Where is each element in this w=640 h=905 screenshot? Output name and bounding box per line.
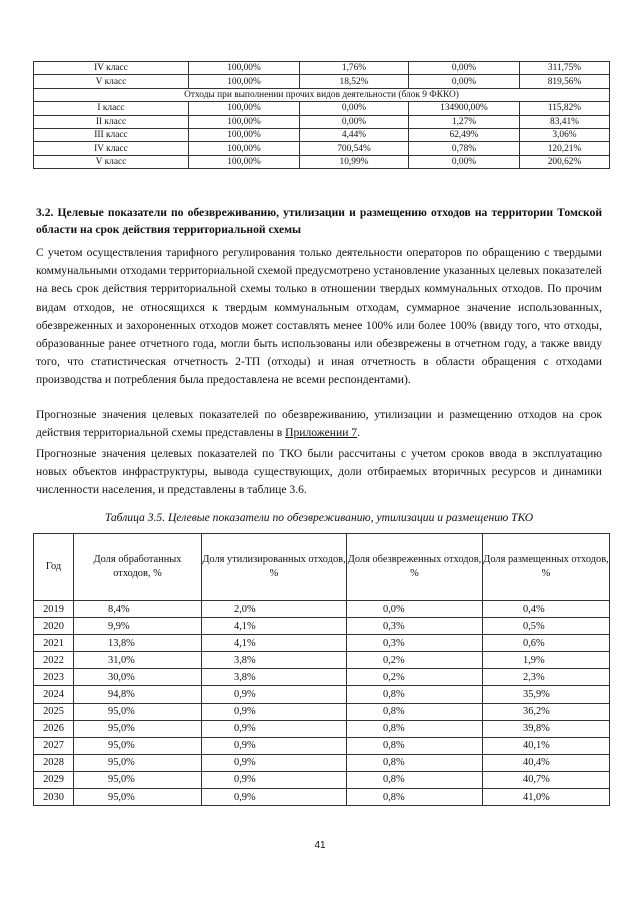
neutralized-cell: 0,8% [347, 789, 483, 806]
neutralized-cell: 0,3% [347, 618, 483, 635]
utilized-cell: 3,8% [202, 652, 347, 669]
table-cell: 0,00% [409, 75, 520, 88]
neutralized-cell: 0,8% [347, 754, 483, 771]
targets-table-body [34, 601, 610, 806]
processed-cell: 30,0% [74, 669, 202, 686]
utilized-cell: 0,9% [202, 789, 347, 806]
table-cell: 18,52% [300, 75, 409, 88]
processed-cell: 9,9% [74, 618, 202, 635]
year-cell: 2022 [34, 652, 74, 669]
table-cell: 120,21% [520, 142, 610, 155]
utilized-cell: 4,1% [202, 635, 347, 652]
table-row [34, 75, 610, 88]
processed-cell: 95,0% [74, 771, 202, 788]
table-row [34, 771, 610, 788]
year-cell: 2027 [34, 737, 74, 754]
placed-cell: 2,3% [483, 669, 610, 686]
placed-cell: 41,0% [483, 789, 610, 806]
neutralized-cell: 0,2% [347, 652, 483, 669]
table-cell: 83,41% [520, 115, 610, 128]
targets-table-header-row [34, 534, 610, 601]
year-cell: 2020 [34, 618, 74, 635]
table-cell: 3,06% [520, 128, 610, 141]
paragraph-3: Прогнозные значения целевых показателей по ТКО были рассчитаны с учетом сроков ввода в эксплуатацию новых объектов инфраструктуры, вывода существующих, доли отбираемых вторичных ресурсов и динамики численности населения, и представлены в таблице 3.6. [36, 447, 602, 497]
header-year: Год [34, 534, 74, 601]
placed-cell: 0,6% [483, 635, 610, 652]
table-cell: 10,99% [300, 155, 409, 168]
table-cell: IV класс [34, 142, 189, 155]
table-row [34, 720, 610, 737]
year-cell: 2028 [34, 754, 74, 771]
paragraph-2-end: . [357, 426, 360, 440]
table-cell: 100,00% [189, 75, 300, 88]
table-cell: 100,00% [189, 102, 300, 115]
table-cell: V класс [34, 75, 189, 88]
year-cell: 2026 [34, 720, 74, 737]
table-row [34, 155, 610, 168]
table-row [34, 737, 610, 754]
utilized-cell: 0,9% [202, 754, 347, 771]
utilized-cell: 4,1% [202, 618, 347, 635]
placed-cell: 39,8% [483, 720, 610, 737]
table-cell: 700,54% [300, 142, 409, 155]
processed-cell: 31,0% [74, 652, 202, 669]
utilized-cell: 0,9% [202, 720, 347, 737]
table-row [34, 102, 610, 115]
table-cell: 4,44% [300, 128, 409, 141]
table-cell: 0,78% [409, 142, 520, 155]
processed-cell: 13,8% [74, 635, 202, 652]
paragraph-1: С учетом осуществления тарифного регулирования только деятельности операторов по обращению с твердыми коммунальными отходами территориальной схемой предусмотрено установление указанных целевых показателей на весь срок действия территориальной схемы только в отношении твердых коммунальных отходов. По прочим видам отходов, не относящихся к твердым коммунальным отходам, суммарное значение использованных, обезвреженных и захороненных отходов может составлять менее 100% или более 100% (ввиду того, что отходы, образованные ранее отчетного года, могли быть использованы или обезврежены в отчетном году, а также ввиду того, что статистическая отчетность 2-ТП (отходы) и иная отчетность в области обращения с отходами производства и потребления была предоставлена не всеми респондентами). [36, 246, 602, 387]
utilized-cell: 0,9% [202, 771, 347, 788]
processed-cell: 95,0% [74, 789, 202, 806]
table-cell: 1,76% [300, 62, 409, 75]
placed-cell: 36,2% [483, 703, 610, 720]
neutralized-cell: 0,8% [347, 737, 483, 754]
year-cell: 2030 [34, 789, 74, 806]
utilized-cell: 0,9% [202, 703, 347, 720]
table-cell: II класс [34, 115, 189, 128]
section-heading: 3.2. Целевые показатели по обезвреживанию, утилизации и размещению отходов на территории Томской области на срок действия территориальной схемы [36, 206, 602, 236]
table-row [34, 601, 610, 618]
header-neutralized: Доля обезвреженных отходов, % [347, 534, 483, 601]
continued-table [33, 61, 610, 169]
neutralized-cell: 0,2% [347, 669, 483, 686]
year-cell: 2029 [34, 771, 74, 788]
table-cell: 100,00% [189, 155, 300, 168]
paragraph-2-text: Прогнозные значения целевых показателей по обезвреживанию, утилизации и размещению отходов на срок действия территориальной схемы представлены в [36, 408, 602, 440]
table-row [34, 62, 610, 75]
table-row [34, 115, 610, 128]
processed-cell: 95,0% [74, 703, 202, 720]
table-cell: 100,00% [189, 128, 300, 141]
table-cell: 200,62% [520, 155, 610, 168]
utilized-cell: 3,8% [202, 669, 347, 686]
table-cell: IV класс [34, 62, 189, 75]
appendix-7-link[interactable]: Приложении 7 [285, 426, 358, 440]
table-cell: 1,27% [409, 115, 520, 128]
table-row [34, 686, 610, 703]
table-cell: 100,00% [189, 142, 300, 155]
placed-cell: 0,5% [483, 618, 610, 635]
table-cell: 0,00% [409, 62, 520, 75]
table-cell: 0,00% [300, 115, 409, 128]
page-number: 41 [314, 840, 326, 851]
placed-cell: 1,9% [483, 652, 610, 669]
processed-cell: 95,0% [74, 737, 202, 754]
table-cell: 100,00% [189, 62, 300, 75]
placed-cell: 40,4% [483, 754, 610, 771]
table-row [34, 652, 610, 669]
utilized-cell: 0,9% [202, 737, 347, 754]
table-row [34, 754, 610, 771]
header-utilized: Доля утилизированных отходов, % [202, 534, 347, 601]
table-cell: 311,75% [520, 62, 610, 75]
year-cell: 2025 [34, 703, 74, 720]
neutralized-cell: 0,8% [347, 686, 483, 703]
table-caption: Таблица 3.5. Целевые показатели по обезвреживанию, утилизации и размещению ТКО [104, 511, 534, 524]
neutralized-cell: 0,3% [347, 635, 483, 652]
placed-cell: 35,9% [483, 686, 610, 703]
table-row [34, 128, 610, 141]
table-cell: V класс [34, 155, 189, 168]
processed-cell: 95,0% [74, 754, 202, 771]
table-cell: 819,56% [520, 75, 610, 88]
table-cell: 0,00% [409, 155, 520, 168]
paragraph-2 [36, 406, 602, 442]
utilized-cell: 2,0% [202, 601, 347, 618]
placed-cell: 40,1% [483, 737, 610, 754]
processed-cell: 8,4% [74, 601, 202, 618]
table-cell: 100,00% [189, 115, 300, 128]
table-span-row [34, 88, 610, 101]
year-cell: 2024 [34, 686, 74, 703]
year-cell: 2019 [34, 601, 74, 618]
neutralized-cell: 0,8% [347, 703, 483, 720]
processed-cell: 94,8% [74, 686, 202, 703]
placed-cell: 40,7% [483, 771, 610, 788]
table-cell: 0,00% [300, 102, 409, 115]
processed-cell: 95,0% [74, 720, 202, 737]
targets-table [33, 533, 610, 806]
year-cell: 2023 [34, 669, 74, 686]
table-cell: 134900,00% [409, 102, 520, 115]
table-cell: 62,49% [409, 128, 520, 141]
neutralized-cell: 0,8% [347, 771, 483, 788]
header-processed: Доля обработанных отходов, % [74, 534, 202, 601]
block-9-label: Отходы при выполнении прочих видов деятельности (блок 9 ФККО) [34, 88, 610, 101]
table-cell: I класс [34, 102, 189, 115]
table-row [34, 703, 610, 720]
table-row [34, 635, 610, 652]
table-cell: 115,82% [520, 102, 610, 115]
year-cell: 2021 [34, 635, 74, 652]
table-row [34, 618, 610, 635]
neutralized-cell: 0,8% [347, 720, 483, 737]
header-placed: Доля размещенных отходов, % [483, 534, 610, 601]
table-row [34, 142, 610, 155]
table-row [34, 789, 610, 806]
placed-cell: 0,4% [483, 601, 610, 618]
continued-table-body [34, 62, 610, 169]
table-row [34, 669, 610, 686]
table-cell: III класс [34, 128, 189, 141]
neutralized-cell: 0,0% [347, 601, 483, 618]
utilized-cell: 0,9% [202, 686, 347, 703]
